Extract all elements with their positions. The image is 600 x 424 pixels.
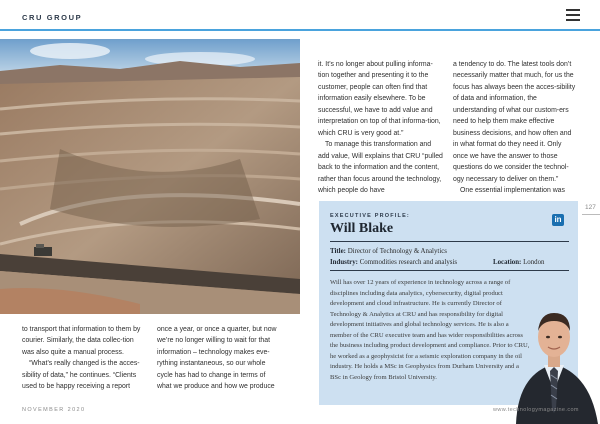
article-paragraph: One essential implementation was xyxy=(460,186,565,194)
location-value: London xyxy=(523,259,545,266)
article-paragraph: to transport that information to them by courier. Similarly, the data collec-tion was also quite a manual process. xyxy=(22,326,141,356)
article-column-4 xyxy=(453,59,578,196)
article-column-3 xyxy=(318,59,443,196)
industry-value: Commodities research and analysis xyxy=(359,259,458,266)
article-paragraph: a tendency to do. The latest tools don’t necessarily matter that much, for us the focus has always been the acces-sibility of data and information, the understanding of what our custom-ers need to help them make effective business decisions, and how often and in what format do they need it. Only once we have the answer to those questions do we consider the technol-ogy necessary to deliver on them.” xyxy=(453,61,576,183)
article-paragraph: once a year, or once a quarter, but now we’re no longer willing to wait for that information – technology makes eve-rything instantaneous, so our whole cycle has had to change in terms of what we produce and how we produce xyxy=(157,326,277,391)
page-number-rule xyxy=(582,214,600,215)
footer-date: NOVEMBER 2020 xyxy=(22,407,86,413)
profile-name: Will Blake xyxy=(330,221,394,236)
article-column-1 xyxy=(22,324,147,393)
brand-name: CRU GROUP xyxy=(22,13,83,22)
footer-website[interactable]: www.technologymagazine.com xyxy=(493,407,579,413)
profile-divider xyxy=(330,241,569,242)
linkedin-icon[interactable]: in xyxy=(552,214,564,226)
portrait-photo xyxy=(508,279,600,424)
hamburger-menu-icon[interactable] xyxy=(566,9,580,21)
industry-label: Industry: xyxy=(330,259,358,266)
profile-bio: Will has over 12 years of experience in technology across a range of disciplines including data analytics, cybersecurity, digital product development and cloud infrastructure. He is currently Director of Technology & Analytics at CRU and has responsibility for digital development initiatives and global technology services. He is also a member of the CRU executive team and has wider responsibilities across the business including product development and compliance. Prior to CRU, he worked as a geophysicist for a seismic exploration company in the oil industry. He holds a MSc in Geophysics from Durham University and a BSc in Geology from Bristol University. xyxy=(330,279,530,381)
page-number: 127 xyxy=(585,204,596,211)
profile-divider xyxy=(330,270,569,271)
profile-location xyxy=(493,259,545,266)
profile-eyebrow: EXECUTIVE PROFILE: xyxy=(330,213,410,219)
title-label: Title: xyxy=(330,248,346,255)
article-paragraph: To manage this transformation and add value, Will explains that CRU “pulled back to the information and the content, rather than focus around the technology, which people do have xyxy=(318,141,443,194)
profile-industry xyxy=(330,259,457,266)
article-paragraph: it. It’s no longer about pulling informa-tion together and presenting it to the customer, people can often find that information easily elsewhere. To be successful, we have to add value and interpretation on top of that informa-tion, which CRU is very good at.” xyxy=(318,61,441,137)
article-paragraph: “What’s really changed is the acces-sibility of data,” he continues. “Clients used to be happy receiving a report xyxy=(22,360,140,391)
mine-photo xyxy=(0,39,300,314)
location-label: Location: xyxy=(493,259,522,266)
top-bar xyxy=(0,0,600,30)
title-value: Director of Technology & Analytics xyxy=(347,248,447,255)
header-rule xyxy=(0,29,600,31)
profile-title xyxy=(330,248,447,255)
article-column-2 xyxy=(157,324,281,393)
